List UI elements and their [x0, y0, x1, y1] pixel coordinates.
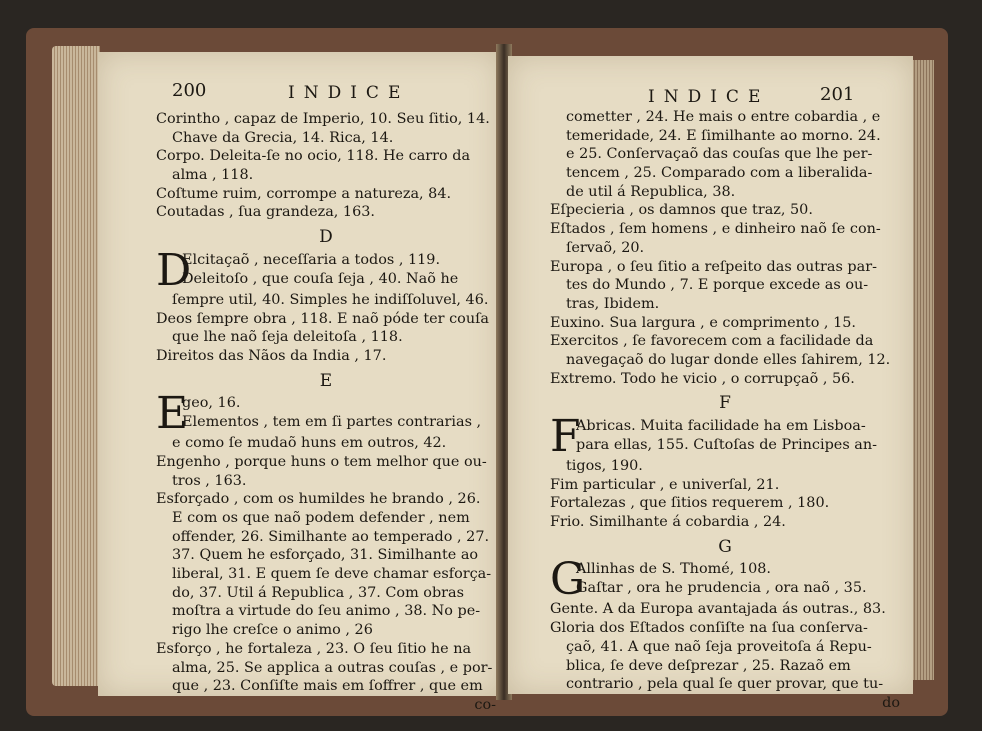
index-line: liberal, 31. E quem ſe deve chamar esforça- [172, 566, 492, 583]
page-number: 201 [820, 84, 855, 105]
index-line: e como ſe mudaõ huns em outros, 42. [172, 435, 447, 452]
index-line: tigos, 190. [566, 458, 643, 475]
section-heading: F [719, 393, 731, 414]
index-line: Gloria dos Eſtados conſiſte na ſua conſerva- [550, 620, 868, 637]
drop-cap: G [550, 554, 586, 606]
left-page [98, 52, 500, 713]
index-line: Coſtume ruim, corrompe a natureza, 84. [156, 185, 452, 202]
index-line: Deos ſempre obra , 118. E naõ póde ter couſa [156, 310, 490, 327]
index-line: Elcitaçaõ , neceſſaria a todos , 119. [182, 251, 441, 268]
index-line: Exercitos , ſe favorecem com a facilidade da [550, 333, 874, 350]
drop-cap: D [156, 244, 192, 296]
index-line: Fortalezas , que ſitios requerem , 180. [550, 495, 830, 512]
index-line: moſtra a virtude do ſeu animo , 38. No pe- [172, 603, 481, 620]
index-body [550, 108, 900, 713]
index-line: Eſtados , ſem homens , e dinheiro naõ ſe con- [550, 221, 881, 238]
section-heading: E [319, 370, 333, 391]
index-line: temeridade, 24. E ſimilhante ao morno. 24. [566, 127, 881, 144]
index-line: e 25. Conſervaçaõ das couſas que lhe per- [566, 146, 873, 163]
index-line: Engenho , porque huns o tem melhor que ou- [156, 453, 487, 470]
index-line: Corintho , capaz de Imperio, 10. Seu ſitio, 14. [156, 111, 490, 127]
index-line: Esforço , he fortaleza , 23. O ſeu ſitio he na [156, 640, 472, 657]
index-line: Coutadas , ſua grandeza, 163. [156, 204, 375, 221]
index-body [156, 110, 496, 715]
index-line: offender, 26. Similhante ao temperado , 27. [172, 528, 490, 545]
index-line: Esforçado , com os humildes he brando , 26. [156, 491, 481, 508]
index-line: Deleitoſo , que couſa ſeja , 40. Naõ he [182, 270, 459, 287]
section-first-entry [550, 554, 900, 606]
section-first-entry [156, 244, 496, 296]
page-number: 200 [172, 80, 207, 101]
index-line: blica, ſe deve deſprezar , 25. Razaõ em [566, 657, 851, 674]
index-line: rigo lhe creſce o animo , 26 [172, 622, 373, 639]
index-line: Frio. Similhante á cobardia , 24. [550, 514, 786, 531]
index-line: geo, 16. [182, 395, 241, 412]
running-header: INDICE [288, 83, 410, 103]
section-first-entry [156, 388, 496, 440]
drop-cap: F [550, 411, 581, 463]
index-line: Elementos , tem em ſi partes contrarias , [182, 413, 482, 430]
index-line: Europa , o ſeu ſitio a reſpeito das outras par- [550, 258, 877, 275]
index-line: do, 37. Util á Republica , 37. Com obras [172, 584, 465, 601]
index-line: alma, 25. Se applica a outras couſas , e por- [172, 659, 493, 676]
index-line: tros , 163. [172, 472, 247, 489]
index-line: Fim particular , e univerſal, 21. [550, 476, 780, 493]
index-line: que lhe naõ ſeja deleitoſa , 118. [172, 329, 403, 346]
index-line: ſervaõ, 20. [566, 239, 645, 256]
index-line: tes do Mundo , 7. E porque excede as ou- [566, 277, 869, 294]
index-line: Euxino. Sua largura , e comprimento , 15. [550, 314, 856, 331]
index-line: para ellas, 155. Cuſtoſas de Principes an- [576, 436, 877, 453]
catchword: co- [474, 696, 496, 713]
index-line: tras, Ibidem. [566, 295, 660, 312]
index-line: alma , 118. [172, 167, 254, 184]
index-line: Gente. A da Europa avantajada ás outras., 83. [550, 601, 886, 618]
index-line: Eſpecieria , os damnos que traz, 50. [550, 202, 813, 219]
index-line: Extremo. Todo he vicio , o corrupçaõ , 56. [550, 370, 855, 387]
catchword: do [882, 694, 900, 711]
index-line: Corpo. Deleita-ſe no ocio, 118. He carro da [156, 148, 471, 165]
index-line: cometter , 24. He mais o entre cobardia , e [566, 109, 881, 125]
index-line: que , 23. Conſiſte mais em ſoffrer , que em [172, 678, 483, 695]
index-line: de util á Republica, 38. [566, 183, 736, 200]
section-heading: G [718, 536, 732, 557]
section-heading: D [319, 227, 333, 248]
index-line: Chave da Grecia, 14. Rica, 14. [172, 129, 394, 146]
index-line: contrario , pela qual ſe quer provar, que tu- [566, 676, 884, 693]
index-line: navegaçaõ do lugar donde elles ſahirem, 12. [566, 351, 891, 368]
page-edges-right [912, 60, 934, 680]
index-line: Direitos das Nãos da India , 17. [156, 347, 387, 364]
drop-cap: E [156, 388, 189, 440]
index-line: tencem , 25. Comparado com a liberalida- [566, 165, 873, 182]
section-first-entry [550, 411, 900, 463]
index-line: çaõ, 41. A que naõ ſeja proveitoſa á Repu- [566, 638, 872, 655]
index-line: E com os que naõ podem defender , nem [172, 510, 470, 527]
index-line: ſempre util, 40. Simples he indiſſoluvel, 46. [172, 291, 489, 308]
index-line: Abricas. Muita facilidade ha em Lisboa- [576, 418, 866, 435]
index-line: Gaſtar , ora he prudencia , ora naõ , 35. [576, 580, 867, 597]
right-page [508, 56, 913, 711]
index-line: Allinhas de S. Thomé, 108. [576, 561, 771, 578]
index-line: 37. Quem he esforçado, 31. Similhante ao [172, 547, 479, 564]
page-edges-left [52, 46, 100, 686]
running-header: INDICE [648, 87, 770, 107]
